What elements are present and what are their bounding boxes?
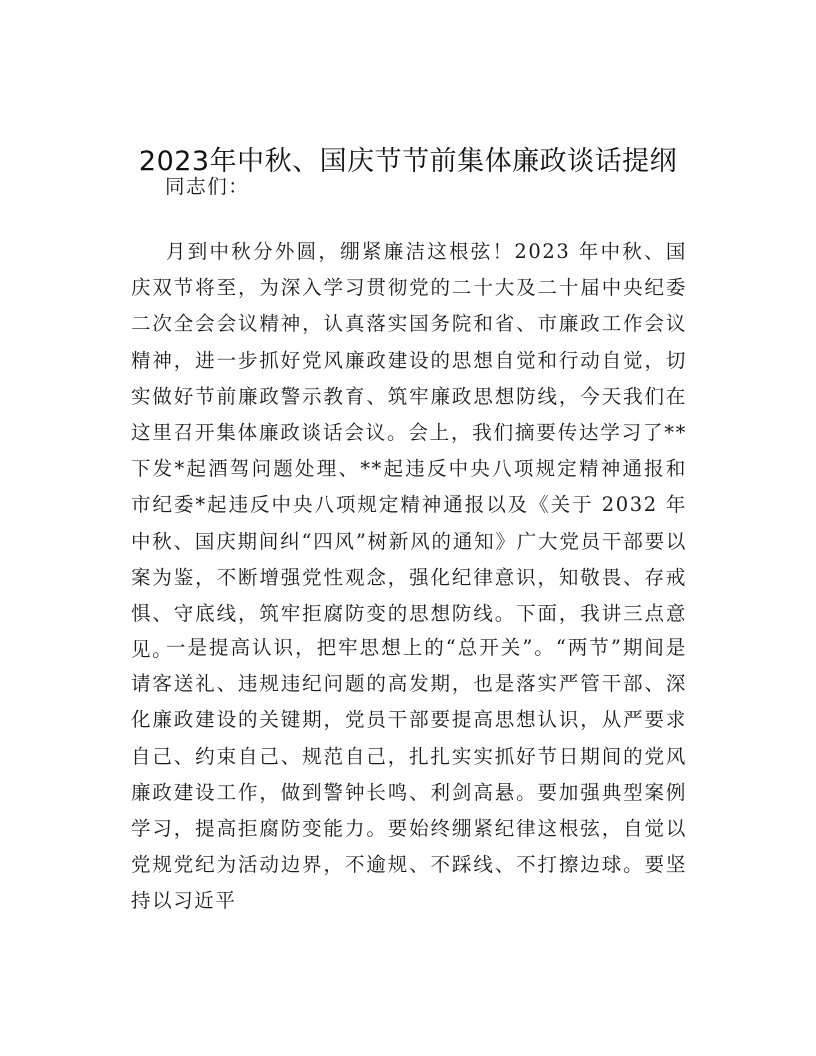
paragraph-point-one: 一是提高认识，把牢思想上的“总开关”。“两节”期间是请客送礼、违规违纪问题的高发期，也是落实严管干部、深化廉政建设的关键期，党员干部要提高思想认识，从严要求自己、约束自己、规范自己，扎扎实实抓好节日期间的党风廉政建设工作，做到警钟长鸣、利剑高悬。要加强典型案例学习，提高拒腐防变能力。要始终绷紧纪律这根弦，自觉以党规党纪为活动边界，不逾规、不踩线、不打擦边球。要坚持以习近平 [131, 636, 687, 913]
salutation: 同志们： [165, 175, 250, 198]
paragraph-intro: 月到中秋分外圆，绷紧廉洁这根弦！2023 年中秋、国庆双节将至，为深入学习贯彻党的二十大及二十届中央纪委二次全会会议精神，认真落实国务院和省、市廉政工作会议精神，进一步抓好党风廉政建设的思想自觉和行动自觉，切实做好节前廉政警示教育、筑牢廉政思想防线，今天我们在这里召开集体廉政谈话会议。会上，我们摘要传达学习了**下发*起酒驾问题处理、**起违反中央八项规定精神通报和市纪委*起违反中央八项规定精神通报以及《关于 2032 年中秋、国庆期间纠“四风”树新风的通知》广大党员干部要以案为鉴，不断增强党性观念，强化纪律意识，知敬畏、存戒惧、守底线，筑牢拒腐防变的思想防线。下面，我讲三点意见。 [131, 240, 687, 662]
document-title: 2023年中秋、国庆节节前集体廉政谈话提纲 [138, 146, 678, 177]
